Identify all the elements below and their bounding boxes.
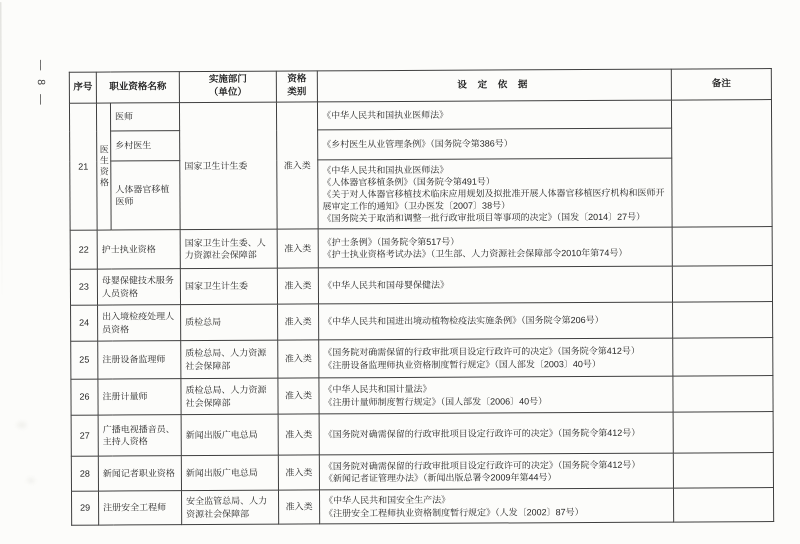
cell-basis: 《国务院对确需保留的行政审批项目设定行政许可的决定》（国务院令第412号） 《新闻记者证管理办法》（新闻出版总署令2009年第44号） xyxy=(319,453,673,490)
cell-name: 注册安全工程师 xyxy=(98,491,181,525)
cell-seq: 28 xyxy=(71,456,98,491)
table-row xyxy=(70,128,772,162)
cell-basis: 《中华人民共和国安全生产法》 《注册安全工程师执业资格制度暂行规定》（人发〔2002〕87号） xyxy=(320,488,674,524)
cell-category: 准入类 xyxy=(279,490,320,524)
cell-dept: 质检总局、人力资源社会保障部 xyxy=(181,378,278,415)
cell-basis: 《中华人民共和国执业医师法》 《人体器官移植条例》（国务院令第491号） 《关于对人体器官移植技术临床应用规划及拟批准开展人体器官移植医疗机构和医师开展审定工作的通知》（卫办医发〔2007〕38号） 《国务院关于取消和调整一批行政审批项目等事项的决定》（国发〔2014〕27号） xyxy=(318,158,672,229)
table-row xyxy=(70,227,772,270)
cell-remark xyxy=(671,100,772,228)
cell-seq: 29 xyxy=(71,491,98,525)
cell-seq: 27 xyxy=(71,415,98,456)
cell-seq: 22 xyxy=(70,230,97,269)
table-row xyxy=(71,488,773,526)
cell-dept: 国家卫生计生委 xyxy=(179,102,277,230)
table-row xyxy=(71,412,773,457)
cell-seq: 24 xyxy=(71,305,98,341)
qualifications-table xyxy=(69,68,774,526)
cell-dept: 新闻出版广电总局 xyxy=(181,414,278,456)
cell-name: 注册计量师 xyxy=(98,379,181,415)
cell-remark xyxy=(673,412,773,454)
table-row xyxy=(70,266,772,306)
table-row xyxy=(71,338,773,380)
cell-name: 新闻记者职业资格 xyxy=(98,456,181,491)
cell-seq: 23 xyxy=(70,269,97,305)
cell-dept: 质检总局、人力资源社会保障部 xyxy=(181,340,278,379)
cell-category: 准入类 xyxy=(277,229,318,268)
cell-remark xyxy=(672,227,772,267)
cell-dept: 国家卫生计生委、人力资源社会保障部 xyxy=(180,229,277,269)
cell-dept: 国家卫生计生委 xyxy=(180,268,277,305)
col-header-category: 资格 类别 xyxy=(276,71,317,102)
cell-category: 准入类 xyxy=(278,340,319,378)
cell-category: 准入类 xyxy=(278,455,319,490)
cell-basis: 《中华人民共和国计量法》 《注册计量师制度暂行规定》（国人部发〔2006〕40号） xyxy=(319,376,673,414)
cell-category: 准入类 xyxy=(278,414,319,455)
scan-smudge xyxy=(27,478,35,483)
scan-smudge xyxy=(17,422,27,428)
cell-name: 乡村医生 xyxy=(111,131,180,161)
cell-seq: 21 xyxy=(69,103,97,230)
col-header-no: 序号 xyxy=(69,72,96,103)
cell-remark xyxy=(673,302,773,339)
cell-name: 母婴保健技术服务人员资格 xyxy=(97,269,180,305)
cell-remark xyxy=(673,338,773,377)
cell-basis: 《中华人民共和国母婴保健法》 xyxy=(318,266,672,304)
page-number: — 8 — xyxy=(34,59,47,108)
cell-dept: 安全监管总局、人力资源社会保障部 xyxy=(182,490,279,525)
cell-remark xyxy=(674,488,774,523)
cell-dept: 质检总局 xyxy=(181,304,278,341)
cell-name: 广播电视播音员、主持人资格 xyxy=(98,415,181,456)
cell-basis: 《中华人民共和国进出境动植物检疫法实施条例》（国务院令第206号） xyxy=(319,302,673,340)
table-row xyxy=(71,376,773,416)
cell-basis: 《国务院对确需保留的行政审批项目设定行政许可的决定》（国务院令第412号） xyxy=(319,412,673,455)
cell-basis: 《护士条例》（国务院令第517号） 《护士执业资格考试办法》（卫生部、人力资源社会保障部令2010年第74号） xyxy=(318,227,672,268)
table-row xyxy=(71,453,773,492)
cell-basis: 《中华人民共和国执业医师法》 xyxy=(317,100,671,130)
cell-remark xyxy=(673,376,773,413)
cell-remark xyxy=(673,453,773,489)
cell-seq: 26 xyxy=(71,379,98,415)
col-header-name: 职业资格名称 xyxy=(96,72,179,103)
cell-name: 出入境检疫处理人员资格 xyxy=(98,305,181,341)
cell-basis: 《国务院对确需保留的行政审批项目设定行政许可的决定》（国务院令第412号） 《注册设备监理师执业资格制度暂行规定》（国人部发〔2003〕40号） xyxy=(319,338,673,378)
cell-name: 护士执业资格 xyxy=(97,230,180,269)
cell-name: 医师 xyxy=(110,103,179,131)
table-row xyxy=(70,158,772,231)
scan-edge-artifact xyxy=(0,2,3,302)
cell-category: 准入类 xyxy=(276,102,318,229)
cell-category: 准入类 xyxy=(278,304,319,340)
table-row xyxy=(69,100,771,132)
cell-category: 准入类 xyxy=(278,378,319,414)
col-header-dept: 实施部门 （单位） xyxy=(179,71,276,103)
cell-remark xyxy=(672,266,772,303)
cell-seq: 25 xyxy=(71,341,98,379)
table-row xyxy=(71,302,773,342)
col-header-remark: 备注 xyxy=(671,69,771,101)
cell-category: 准入类 xyxy=(277,268,318,304)
col-header-basis: 设 定 依 据 xyxy=(317,69,671,102)
cell-name: 注册设备监理师 xyxy=(98,341,181,379)
cell-dept: 新闻出版广电总局 xyxy=(181,455,278,491)
cell-basis: 《乡村医生从业管理条例》（国务院令第386号） xyxy=(318,128,672,160)
cell-group-name: 医生资格 xyxy=(96,103,111,230)
table-header-row xyxy=(69,69,771,104)
cell-name: 人体器官移植医师 xyxy=(111,161,180,230)
